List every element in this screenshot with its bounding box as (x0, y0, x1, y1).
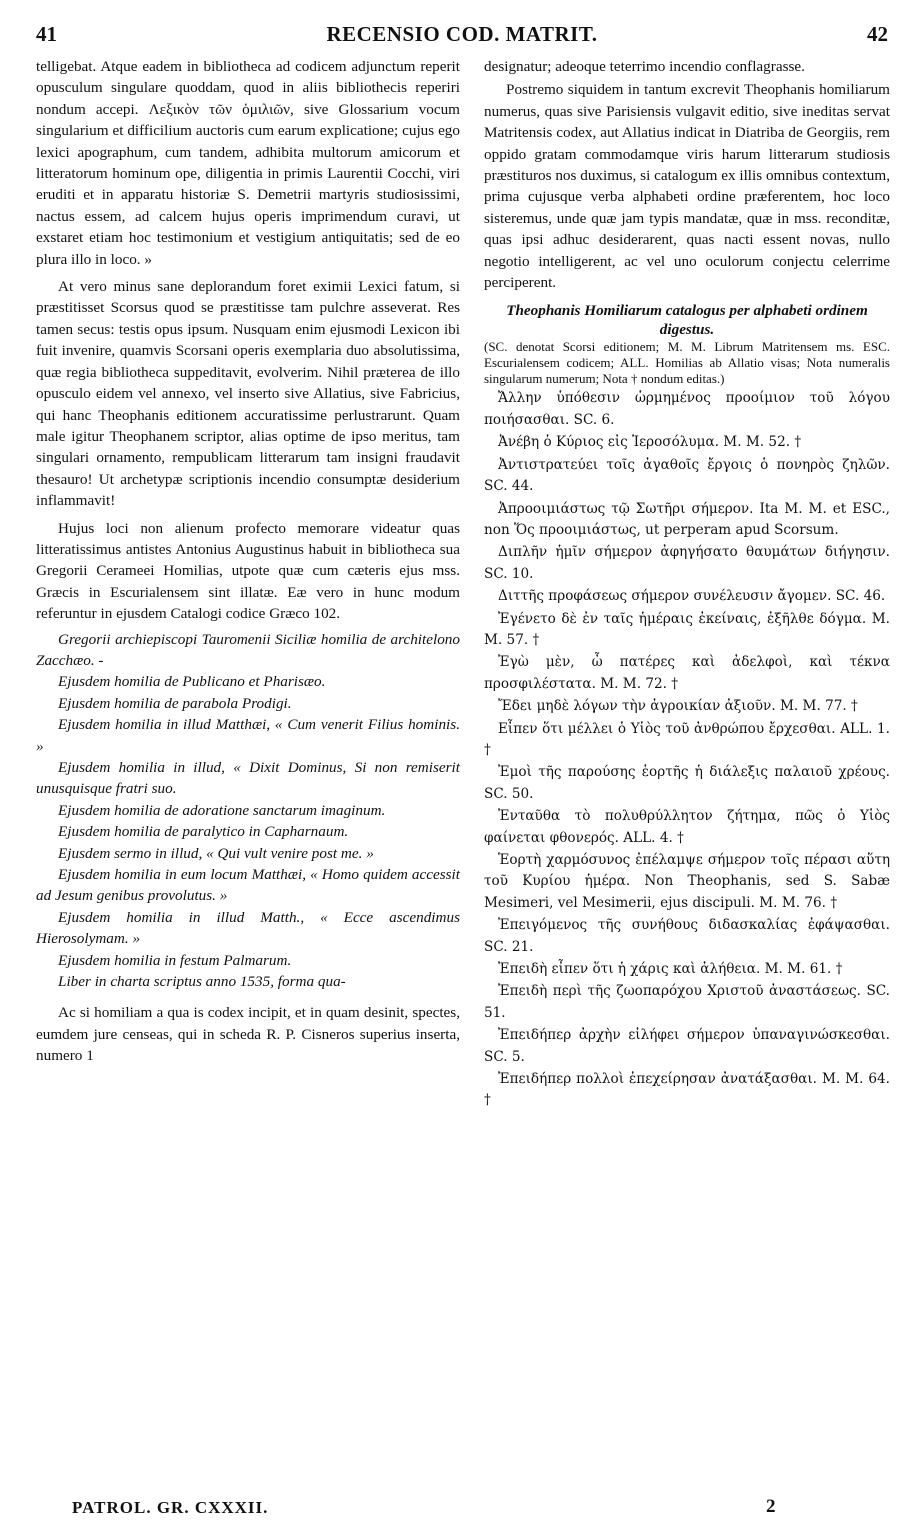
catalog-entry (484, 586, 890, 607)
catalog-entry-text: Ἐπειδὴ εἶπεν ὅτι ἡ χάρις καὶ ἀλήθεια. M. M. 61. † (498, 961, 843, 978)
catalog-entry-text: Ἐγένετο δὲ ἐν ταῖς ἡμέραις ἐκείναις, ἐξῆλθε δόγμα. M. M. 57. † (484, 610, 890, 648)
catalog-entry (484, 652, 890, 695)
catalog-entry-text: Ἔδει μηδὲ λόγων τὴν ἀγροικίαν ἀξιοῦν. M. M. 77. † (498, 698, 858, 715)
catalog-entry-text: Διπλῆν ἡμῖν σήμερον ἀφηγήσατο θαυμάτων διήγησιν. SC. 10. (484, 544, 890, 582)
catalog-entry-text: Ἀντιστρατεύει τοῖς ἀγαθοῖς ἔργοις ὁ πονηρὸς ζηλῶν. SC. 44. (484, 456, 890, 495)
catalog-entry-text: Ἐπειδήπερ πολλοὶ ἐπεχείρησαν ἀνατάξασθαι. M. M. 64. † (484, 1071, 890, 1109)
catalog-title: Theophanis Homiliarum catalogus per alphabeti ordinem digestus. (506, 302, 868, 339)
catalog-entry (484, 696, 890, 717)
footer-patrologia: PATROL. GR. CXXXII. (72, 1498, 269, 1517)
homily-item: Ejusdem homilia in illud Matth., « Ecce ascendimus Hierosolymam. » (36, 908, 460, 948)
running-header (36, 22, 888, 54)
catalog-legend: (SC. denotat Scorsi editionem; M. M. Librum Matritensem ms. ESC. Escurialensem codicem; ALL. Homilias ab Allatio visas; Nota numeralis singularum numerum; Nota † nondum editas.) (484, 339, 890, 387)
homily-item: Ejusdem homilia de parabola Prodigi. (58, 694, 292, 712)
catalog-entry-text: Διττῆς προφάσεως σήμερον συνέλευσιν ἄγομεν. SC. 46. (498, 588, 886, 605)
signature-mark: 2 (766, 1496, 776, 1517)
left-paragraph-4: Ac si homiliam a qua is codex incipit, et in quam desinit, spectes, eumdem jure censeas, qui in scheda R. P. Cisneros superius inserta, numero 1 (36, 1004, 460, 1065)
catalog-entry (484, 1069, 890, 1112)
right-paragraph-1: designatur; adeoque teterrimo incendio conflagrasse. (484, 58, 805, 75)
catalog-entry-text: Ἐνταῦθα τὸ πολυθρύλλητον ζήτημα, πῶς ὁ Υἱὸς φαίνεται φθονερός. ALL. 4. † (484, 808, 890, 846)
catalog-entry-text: Ἄλλην ὑπόθεσιν ὡρμημένος προοίμιον τοῦ λόγου ποιήσασθαι. SC. 6. (484, 390, 890, 428)
left-paragraph-1: telligebat. Atque eadem in bibliotheca ad codicem adjunctum reperit opusculum singulare quoddam, quod in aliis bibliothecis reperiri nondum accepi. Λεξικὸν τῶν ὁμιλιῶν, sive Glossarium vocum singularium et difficilium auctoris cum earum explicatione; cujus ego lexici apographum, cum tandem, adhibita multorum amicorum et litteratorum hominum ope, diligentia in primis Laurentii Cocchi, viri eruditi et in apparatu historiæ S. Demetrii martyris studiosissimi, nactus essem, ad calcem hujus operis imprimendum curavi, ut exstaret etiam hoc testimonium et vestigium antiquitatis; sed de eo plura illo in loco. » (36, 58, 460, 268)
catalog-entry (484, 981, 890, 1024)
catalog-entries (484, 388, 890, 1111)
homily-item: Gregorii archiepiscopi Tauromenii Siciliæ homilia de architelono Zacchæo. - (36, 630, 460, 669)
catalog-entry-text: Ἑορτὴ χαρμόσυνος ἐπέλαμψε σήμερον τοῖς πέρασι αὕτη τοῦ Κυρίου ἡμέρα. Non Theophanis, sed S. Sabæ Mesimeri, vel Mesimerii, ejus discipuli. M. M. 76. † (484, 852, 890, 911)
catalog-entry (484, 499, 890, 542)
catalog-entry (484, 850, 890, 914)
page-number-right: 42 (867, 22, 888, 46)
homily-item: Ejusdem homilia in illud Matthæi, « Cum venerit Filius hominis. » (36, 716, 460, 755)
homily-item: Ejusdem homilia de Publicano et Pharisæo. (58, 673, 326, 691)
catalog-entry (484, 1025, 890, 1068)
left-paragraph-3: Hujus loci non alienum profecto memorare videatur quas litteratissimus antistes Antonius Augustinus habuit in bibliotheca sua Gregorii Cerameei Homilias, utpote quæ cum cæteris ejus mss. Græcis in Escurialensem sint illatæ. Eæ vero in hunc modum referuntur in ejusdem Catalogi codice Græco 102. (36, 519, 460, 623)
catalog-entry-text: Ἀπροοιμιάστως τῷ Σωτῆρι σήμερον. Ita M. M. et ESC., non Ὅς προοιμιάστως, ut perperam apud Scorsum. (484, 500, 890, 538)
catalog-entry-text: Ἀνέβη ὁ Κύριος εἰς Ἱεροσόλυμα. M. M. 52. † (498, 434, 802, 451)
catalog-entry (484, 432, 890, 453)
catalog-entry-text: Ἐπειγόμενος τῆς συνήθους διδασκαλίας ἐφάψασθαι. SC. 21. (484, 917, 890, 955)
right-paragraph-2: Postremo siquidem in tantum excrevit Theophanis homiliarum numerus, quas sive Parisiensis vulgavit editio, sive ineditas servat Matritensis codex, aut Allatius indicat in Diatriba de Georgiis, rem oppido gratam commodamque viris harum litterarum studiosis præstituros nos duximus, si catalogum ex illis omnibus contextum, prima cujusque verba alphabeti ordine præferentem, hoc loco sisteremus, unde quæ jam typis mandatæ, quæ in mss. reconditæ, quas ipsi adhuc desiderarent, quas nacti essent novas, nullo negotio intelligerent, ac vel uno oculorum conjectu celerrime perciperent. (484, 81, 890, 292)
running-title: RECENSIO COD. MATRIT. (326, 22, 598, 46)
catalog-entry (484, 609, 890, 652)
homily-item: Ejusdem homilia in eum locum Matthæi, « Homo quidem accessit ad Jesum genibus provolutus. » (36, 866, 460, 905)
left-paragraph-2: At vero minus sane deplorandum foret eximii Lexici fatum, si præstitisset Scorsus quod se præstitisse tam pulchre asseverat. Res tamen secus: testis opus ipsum. Nusquam enim ejusmodi Lexicon ibi fuit invenire, quamvis Scorsani operis exemplaria duo absolutissima, quæ regia bibliotheca suppeditavit, evolverim. Nihil præterea de illo opusculo eidem vel annexo, vel inserto sive Allatius, sive Fabricius, qui hanc Theophanis editionem accuratissime perlustrarunt. Quam male igitur Theophanem scriptor, alias optime de ipso meritus, tam singulari ornamento, rempublicam litterarum tam insigni fraudavit thesauro! Ut archetypæ scriptionis incendio consumptæ desiderium inflammavit! (36, 278, 460, 510)
catalog-entry-text: Εἶπεν ὅτι μέλλει ὁ Υἱὸς τοῦ ἀνθρώπου ἔρχεσθαι. ALL. 1. † (484, 720, 890, 758)
catalog-entry-text: Ἐμοὶ τῆς παρούσης ἑορτῆς ἡ διάλεξις παλαιοῦ χρέους. SC. 50. (484, 764, 890, 802)
catalog-entry-text: Ἐγὼ μὲν, ὦ πατέρες καὶ ἀδελφοὶ, καὶ τέκνα προσφιλέστατα. M. M. 72. † (484, 654, 890, 692)
catalog-entry-text: Ἐπειδήπερ ἀρχὴν εἰλήφει σήμερον ὑπαναγινώσκεσθαι. SC. 5. (484, 1027, 890, 1065)
page-number-left: 41 (36, 22, 57, 46)
catalog-entry (484, 915, 890, 958)
catalog-entry (484, 959, 890, 980)
homily-item: Ejusdem homilia de adoratione sanctarum imaginum. (58, 801, 386, 819)
catalog-entry (484, 806, 890, 849)
catalog-entry (484, 388, 890, 431)
homily-list (36, 629, 460, 993)
catalog-entry (484, 455, 890, 498)
homily-item: Liber in charta scriptus anno 1535, forma qua- (58, 973, 346, 991)
catalog-entry (484, 762, 890, 805)
catalog-entry-text: Ἐπειδὴ περὶ τῆς ζωοπαρόχου Χριστοῦ ἀναστάσεως. SC. 51. (484, 983, 890, 1021)
catalog-entry (484, 719, 890, 762)
left-column (36, 56, 460, 1067)
homily-item: Ejusdem homilia in festum Palmarum. (58, 951, 292, 969)
homily-item: Ejusdem homilia de paralytico in Capharnaum. (58, 823, 349, 841)
homily-item: Ejusdem homilia in illud, « Dixit Dominus, Si non remiserit unusquisque fratri suo. (36, 759, 460, 798)
catalog-entry (484, 542, 890, 585)
homily-item: Ejusdem sermo in illud, « Qui vult venire post me. » (58, 844, 374, 862)
right-column (484, 56, 890, 1112)
